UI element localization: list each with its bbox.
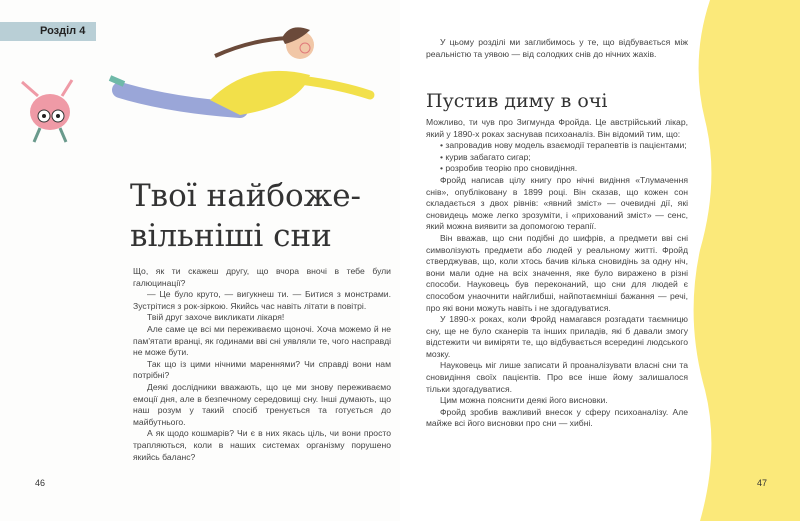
- pink-creature-icon: [22, 80, 72, 142]
- paragraph: Він вважав, що сни подібні до шифрів, а предмети вві сні символізують предмети або людей у реальному житті. Фройд стверджував, що, коли хтось бачив кілька сновидінь за одну ніч, вони мали одне на всіх значення, яке було виражено в різні способи. Науковець був переконаний, що сни для людей є способом унаочнити найглибші, найпотаємніші бажання — речі, про які вони можуть навіть і не здогадуватися.: [426, 232, 688, 313]
- paragraph: Можливо, ти чув про Зигмунда Фройда. Це австрійський лікар, який у 1890-х роках заснував психоаналіз. Він відомий тим, що:: [426, 117, 688, 139]
- bullet-item: • запровадив нову модель взаємодії терапевтів із пацієнтами;: [440, 140, 687, 151]
- chapter-title: [130, 176, 395, 256]
- paragraph: Твій друг захоче викликати лікаря!: [147, 312, 285, 323]
- page-number: 46: [35, 478, 46, 488]
- paragraph: А як щодо кошмарів? Чи є в них якась ціль, чи вони просто трапляються, коли в наших системах організму порушено якийсь баланс?: [133, 428, 391, 462]
- bullet-item: • розробив теорію про сновидіння.: [440, 163, 578, 174]
- paragraph: — Це було круто, — вигукнеш ти. — Битися з монстрами. Зустрітися з рок-зіркою. Якийсь час навіть літати в повітрі.: [133, 289, 391, 311]
- paragraph: Фройд зробив важливий внесок у сферу психоаналізу. Але майже всі його висновки про сни — хибні.: [426, 406, 688, 429]
- left-body-text: [133, 266, 391, 463]
- bullet-item: • курив забагато сигар;: [440, 151, 531, 162]
- page-number: 47: [757, 478, 768, 488]
- paragraph: Так що із цими нічними мареннями? Чи справді вони нам потрібні?: [133, 358, 391, 381]
- paragraph: Цим можна пояснити деякі його висновки.: [440, 395, 608, 406]
- paragraph: У 1890-х роках, коли Фройд намагався розгадати таємницю сну, ще не було сканерів та інших приладів, які б давали змогу відстежити чи виміряти те, що відбувається всередині людського мозку.: [426, 314, 688, 359]
- paragraph: Фройд написав цілу книгу про нічні видіння «Тлумачення снів», опубліковану в 1899 році. Він сказав, що кожен сон складається з двох рівнів: «явний зміст» — очевидні дії, які сновидець може легко зрозуміти, і «прихований зміст» — сенс, який можна виявити за допомогою терапії.: [426, 174, 688, 232]
- title-line: вільніші сни: [130, 218, 332, 254]
- paragraph: Науковець міг лише записати й проаналізувати власні сни та сновидіння своїх пацієнтів. Про все інше йому залишалося тільки здогадуватися.: [426, 360, 688, 394]
- section-heading: Пустив диму в очі: [426, 90, 608, 112]
- paragraph: Але саме це всі ми переживаємо щоночі. Хоча можемо й не пам'ятати вранці, як годинами вві сні уявляли те, чого насправді не може бути.: [133, 323, 391, 358]
- intro-text: [426, 37, 688, 60]
- title-line: Твої найбоже-: [130, 178, 362, 214]
- paragraph: У цьому розділі ми заглибимось у те, що відбувається між реальністю та уявою — від солодких снів до нічних жахів.: [426, 37, 688, 59]
- yellow-wave-decoration: [685, 0, 800, 521]
- right-body-text: [426, 117, 688, 430]
- paragraph: Що, як ти скажеш другу, що вчора вночі в тебе були галюцинації?: [133, 266, 391, 288]
- chapter-tab: Розділ 4: [0, 22, 96, 41]
- right-page: [400, 0, 800, 521]
- paragraph: Деякі дослідники вважають, що це ми знову переживаємо емоції дня, але в безпечному середовищі сну. Інші думають, що наш розум у такий спосіб тренується та готується до майбутнього.: [133, 381, 391, 427]
- girl-icon: [110, 27, 370, 115]
